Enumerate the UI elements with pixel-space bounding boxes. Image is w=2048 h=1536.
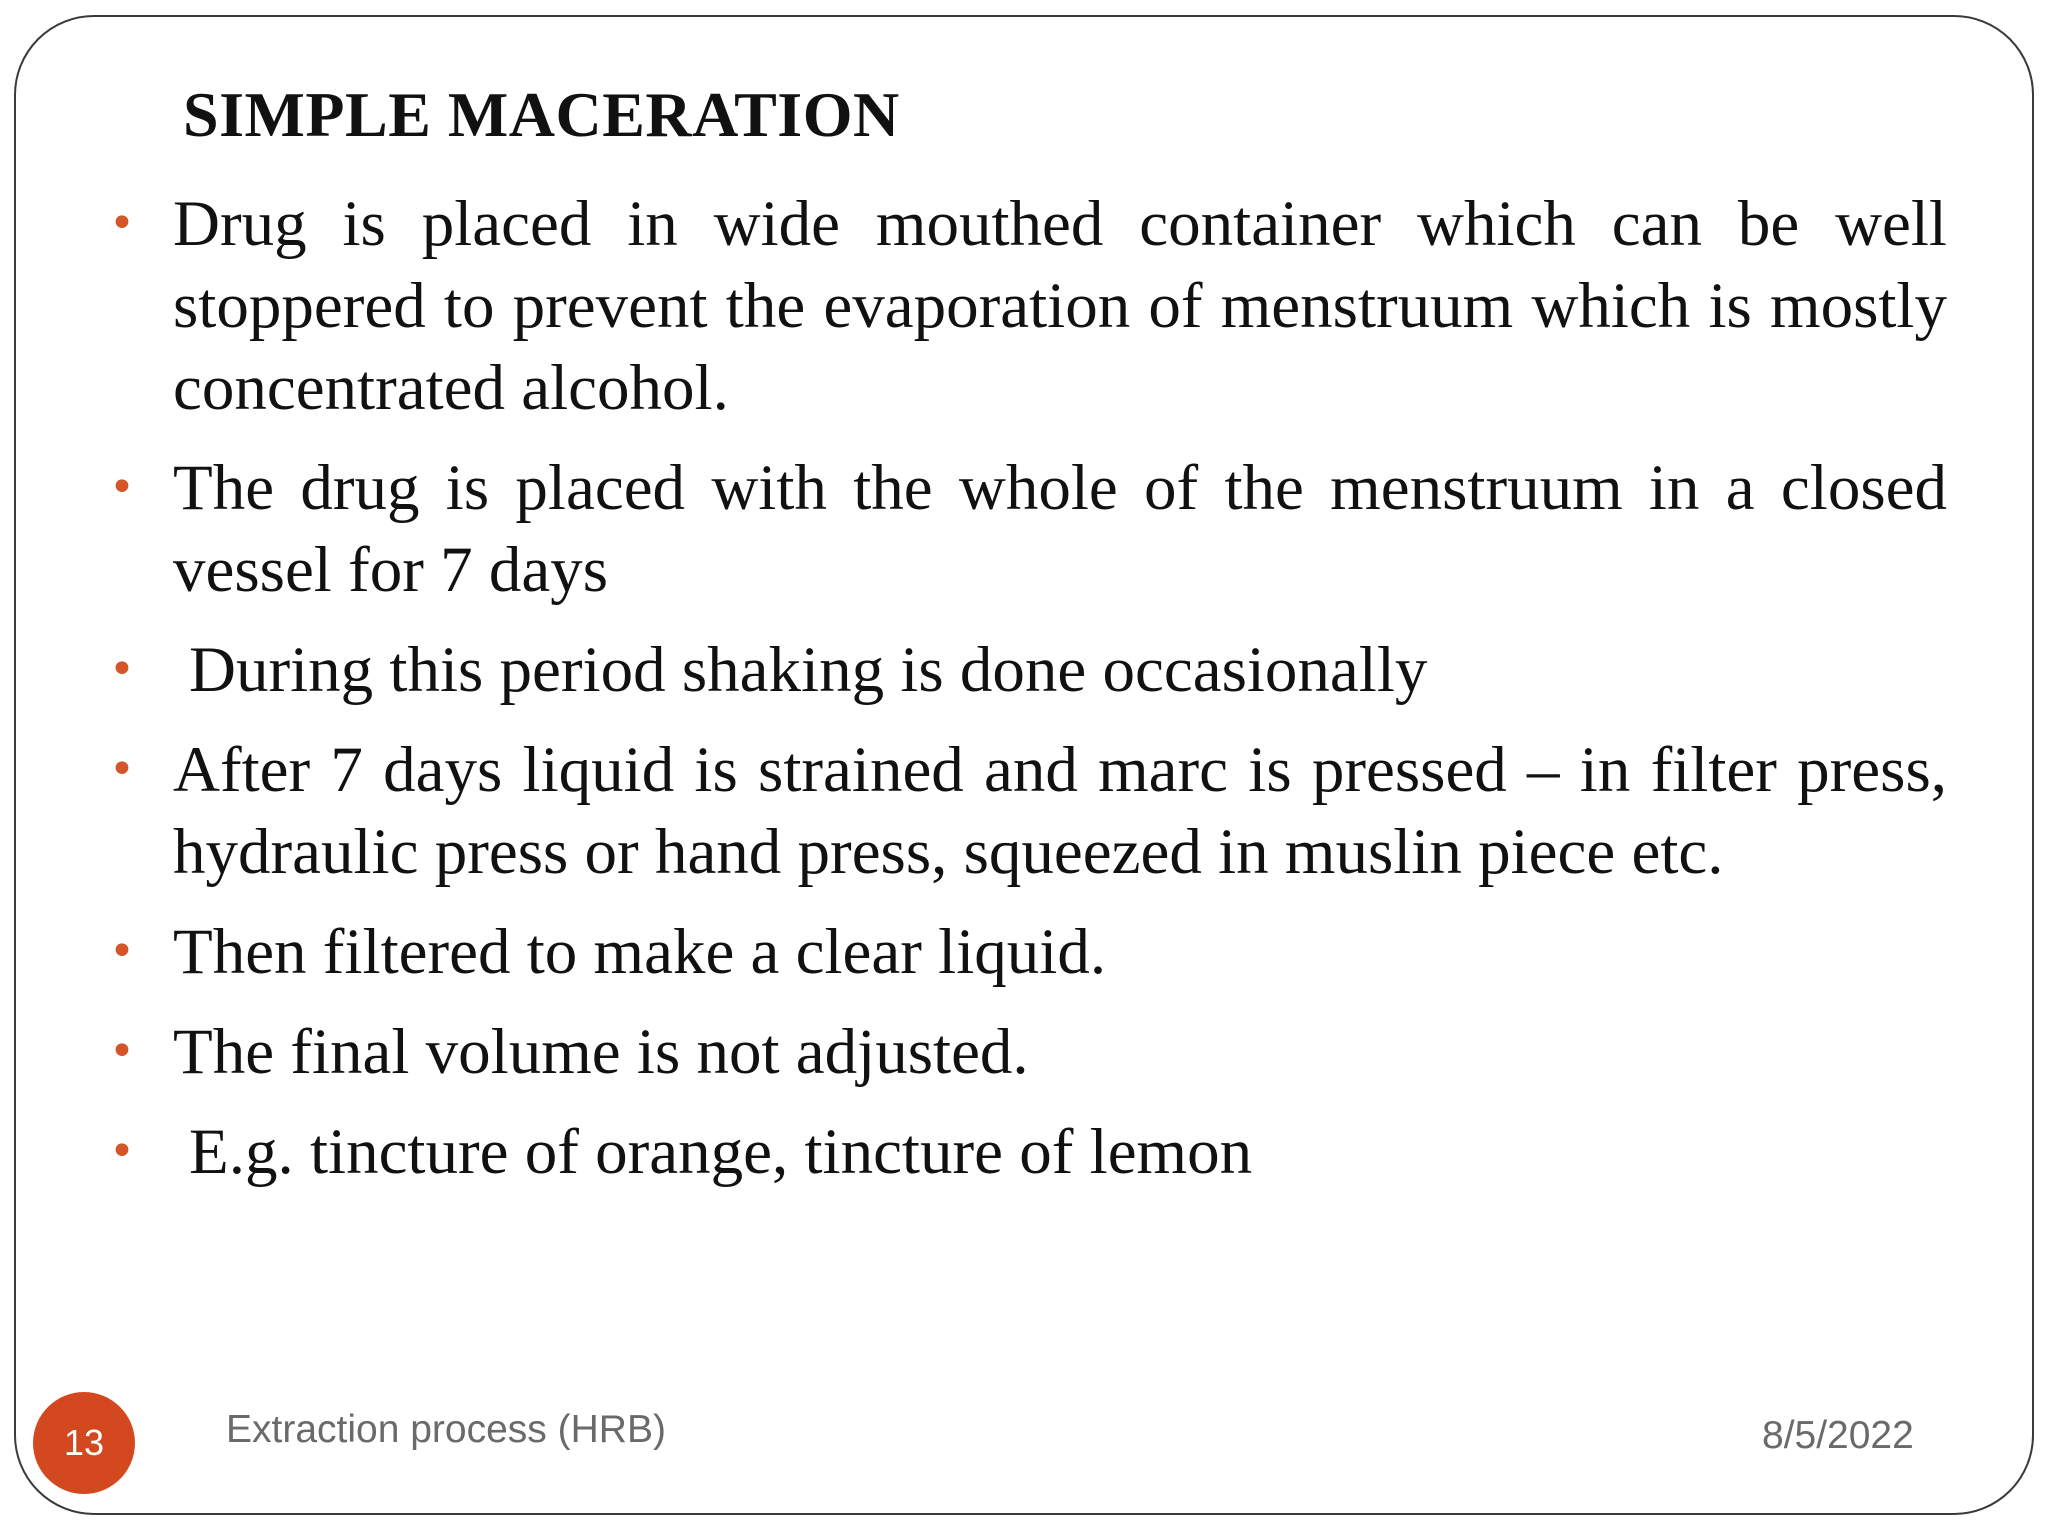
- bullet-dot-icon: •: [109, 198, 135, 249]
- bullet-dot-icon: •: [109, 1126, 135, 1177]
- footer-date: 8/5/2022: [1762, 1414, 1914, 1457]
- list-item: [105, 729, 1947, 893]
- bullet-text: The final volume is not adjusted.: [173, 1016, 1029, 1088]
- list-item: [105, 183, 1947, 429]
- bullet-dot-icon: •: [109, 744, 135, 795]
- list-item: [105, 629, 1947, 711]
- list-item: [105, 911, 1947, 993]
- bullet-list: [105, 183, 1947, 1211]
- page-number-badge: 13: [33, 1392, 135, 1494]
- bullet-text: Drug is placed in wide mouthed container which can be well stoppered to prevent the evaporation of menstruum which is mostly concentrated alcohol.: [173, 188, 1947, 424]
- bullet-dot-icon: •: [109, 462, 135, 513]
- list-item: [105, 1111, 1947, 1193]
- bullet-text: E.g. tincture of orange, tincture of lemon: [189, 1116, 1253, 1188]
- bullet-text: Then filtered to make a clear liquid.: [173, 916, 1107, 988]
- bullet-dot-icon: •: [109, 926, 135, 977]
- bullet-text: The drug is placed with the whole of the menstruum in a closed vessel for 7 days: [173, 452, 1947, 606]
- bullet-dot-icon: •: [109, 1026, 135, 1077]
- list-item: [105, 1011, 1947, 1093]
- bullet-text: After 7 days liquid is strained and marc is pressed – in filter press, hydraulic press or hand press, squeezed in muslin piece etc.: [173, 734, 1947, 888]
- slide-title: SIMPLE MACERATION: [183, 79, 900, 150]
- list-item: [105, 447, 1947, 611]
- bullet-text: During this period shaking is done occasionally: [189, 634, 1428, 706]
- footer-caption: Extraction process (HRB): [226, 1408, 666, 1451]
- bullet-dot-icon: •: [109, 644, 135, 695]
